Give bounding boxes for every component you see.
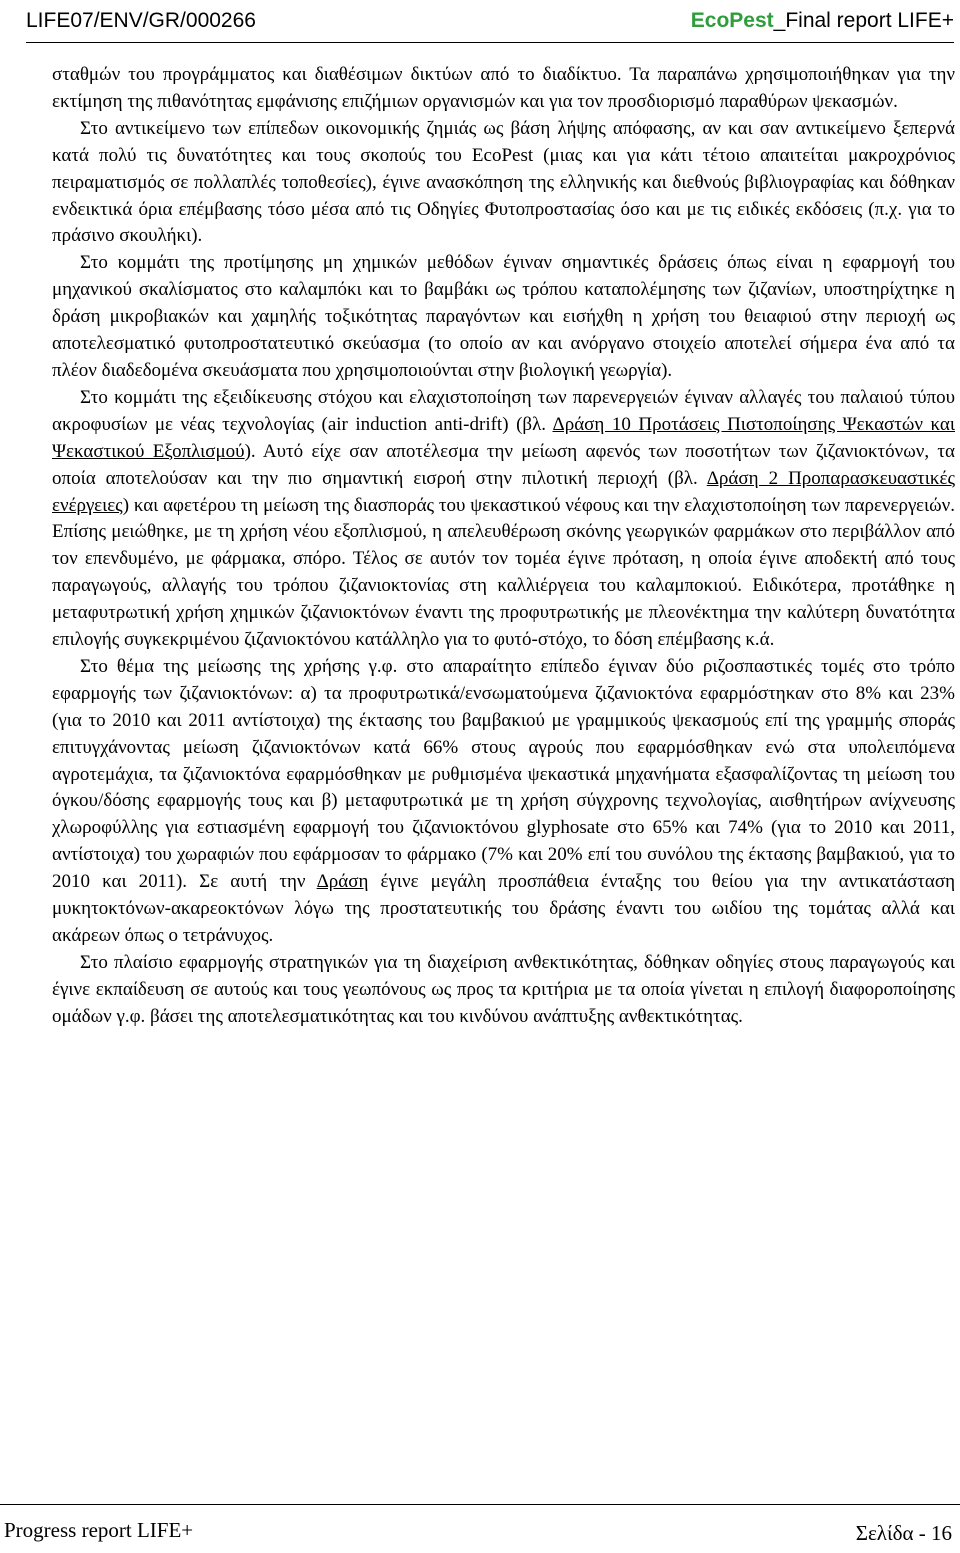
action-10-link[interactable]: Δράση 10 Προτάσεις Πιστοποίησης Ψεκαστών και Ψεκαστικού Εξοπλισμού <box>52 413 955 462</box>
paragraph-6: Στο πλαίσιο εφαρμογής στρατηγικών για τη διαχείριση ανθεκτικότητας, δόθηκαν οδηγίες στους παραγωγούς και έγινε εκπαίδευση σε αυτούς και τους γεωπόνους ως προς τα κριτήρια με τα οποία γίνεται η επιλογή διαφοροποίησης ομάδων γ.φ. βάσει της αποτελεσματικότητας και του κινδύνου ανάπτυξης ανθεκτικότητας. <box>52 951 955 1027</box>
report-title <box>691 9 954 33</box>
brand-name: EcoPest <box>690 9 774 32</box>
header-rule <box>26 42 954 43</box>
report-suffix: _Final report LIFE+ <box>773 9 954 32</box>
document-body <box>52 62 955 1031</box>
paragraph-2: Στο αντικείμενο των επίπεδων οικονομικής ζημιάς ως βάση λήψης απόφασης, αν και σαν αντικείμενο ξεπερνά κατά πολύ τις δυνατότητες και τους σκοπούς του EcoPest (μιας και για κάτι τέτοιο απαιτείται μακροχρόνιος πειραματισμός σε πολλαπλές τοποθεσίες), έγινε ανασκόπηση της ελληνικής και διεθνούς βιβλιογραφίας και δόθηκαν ενδεικτικά όρια επέμβασης τόσο μέσα από τις Οδηγίες Φυτοπροστασίας όσο και με τις ειδικές εκδόσεις (π.χ. για το πράσινο σκουλήκι). <box>52 117 955 247</box>
paragraph-5 <box>52 654 955 950</box>
paragraph-4 <box>52 385 955 654</box>
paragraph-4-text-a: Στο κομμάτι της εξειδίκευσης στόχου και ελαχιστοποίηση των παρενεργειών έγιναν αλλαγές του παλαιού τύπου ακροφυσίων με νέας τεχνολογίας (air induction anti-drift) (βλ. <box>52 386 955 435</box>
action-link[interactable]: Δράση <box>316 871 369 893</box>
paragraph-1: σταθμών του προγράμματος και διαθέσιμων δικτύων από το διαδίκτυο. Τα παραπάνω χρησιμοποιήθηκαν για την εκτίμηση της πιθανότητας εμφάνισης επιζήμιων οργανισμών και για τον προσδιορισμό παραθύρων ψεκασμών. <box>52 64 955 112</box>
page-number: Σελίδα - 16 <box>855 1521 952 1545</box>
project-code: LIFE07/ENV/GR/000266 <box>26 9 256 32</box>
footer-rule <box>0 1504 960 1505</box>
paragraph-5-text-b: έγινε μεγάλη προσπάθεια ένταξης του θείου για την αντικατάσταση μυκητοκτόνων-ακαρεοκτόνων λόγω της προστατευτικής του δράσης έναντι του ωιδίου της τομάτας αλλά και ακάρεων όπως ο τετράνυχος. <box>52 871 956 946</box>
paragraph-5-text-a: Στο θέμα της μείωσης της χρήσης γ.φ. στο απαραίτητο επίπεδο έγιναν δύο ριζοσπαστικές τομές στο τρόπο εφαρμογής των ζιζανιοκτόνων: α) τα προφυτρωτικά/ενσωματούμενα ζιζανιοκτόνα εφαρμόστηκαν στο 8% και 23% (για το 2010 και 2011 αντίστοιχα) της έκτασης του βαμβακιού με γραμμικούς ψεκασμούς επί της γραμμής σποράς επιτυγχάνοντας μείωση ζιζανιοκτόνων κατά 66% στους αγρούς που εφαρμόσθηκαν ενώ στα υπολειπόμενα αγροτεμάχια, τα ζιζανιοκτόνα εφαρμόσθηκαν με ρυθμισμένα ψεκαστικά μηχανήματα εξασφαλίζοντας τη μείωση του όγκου/δόσης εφαρμογής τους και β) μεταφυτρωτικά με τη χρήση σύγχρονης τεχνολογίας, αισθητήρων ανίχνευσης χλωροφύλλης για εστιασμένη εφαρμογή του ζιζανιοκτόνου glyphosate στο 65% και 74% (για το 2010 και 2011, αντίστοιχα) του χωραφιών που εφάρμοσαν το φάρμακο (7% και 20% επί του συνόλου της έκτασης βαμβακιού, για το 2010 και 2011). Σε αυτή την <box>52 655 955 893</box>
footer-report-name: Progress report LIFE+ <box>4 1518 194 1542</box>
paragraph-4-text-b: ). Αυτό είχε σαν αποτέλεσμα την μείωση αφενός των ποσοτήτων των ζιζανιοκτόνων, τα οποία αποτελούσαν και την πιο σημαντική εισροή στην πιλοτική περιοχή (βλ. <box>52 440 955 489</box>
action-2-link[interactable]: Δράση 2 Προπαρασκευαστικές ενέργειες <box>52 467 955 516</box>
page-header <box>26 8 954 40</box>
paragraph-4-text-c: ) και αφετέρου τη μείωση της διασποράς του ψεκαστικού νέφους και την ελαχιστοποίηση των παρενεργειών. Επίσης μειώθηκε, με τη χρήση νέου εξοπλισμού, η απελευθέρωση σκόνης γεωργικών φαρμάκων στο περιβάλλον από τον επενδυμένο, με φάρμακα, σπόρο. Τέλος σε αυτόν τον τομέα έγινε πρόταση, η οποία έγινε αποδεκτή από τους παραγωγούς, αλλαγής του τρόπου ζιζανιοκτονίας στη καλλιέργεια του καλαμποκιού. Ειδικότερα, προτάθηκε η μεταφυτρωτική χρήση χημικών ζιζανιοκτόνων έναντι της προφυτρωτικής με πλεονέκτημα την καλύτερη δυνατότητα επιλογής συγκεκριμένου ζιζανιοκτόνου κατάλληλο για το φυτό-στόχο, το δόση επέμβασης κ.ά. <box>52 494 955 651</box>
paragraph-3: Στο κομμάτι της προτίμησης μη χημικών μεθόδων έγιναν σημαντικές δράσεις όπως είναι η εφαρμογή του μηχανικού σκαλίσματος στο καλαμπόκι και το βαμβάκι ως τρόπου καταπολέμησης των ζιζανίων, υποστηρίχτηκε η δράση μικροβιακών και χαμηλής τοξικότητας παραγόντων και εισήχθη η χρήση του θειαφιού στην περιοχή ως αποτελεσματικό φυτοπροστατευτικό σκεύασμα (το οποίο αν και ανόργανο στοιχείο αποτελεί σήμερα ένα από τα πλέον διαδεδομένα σκευάσματα που χρησιμοποιούνται στην βιολογική γεωργία). <box>52 252 955 381</box>
